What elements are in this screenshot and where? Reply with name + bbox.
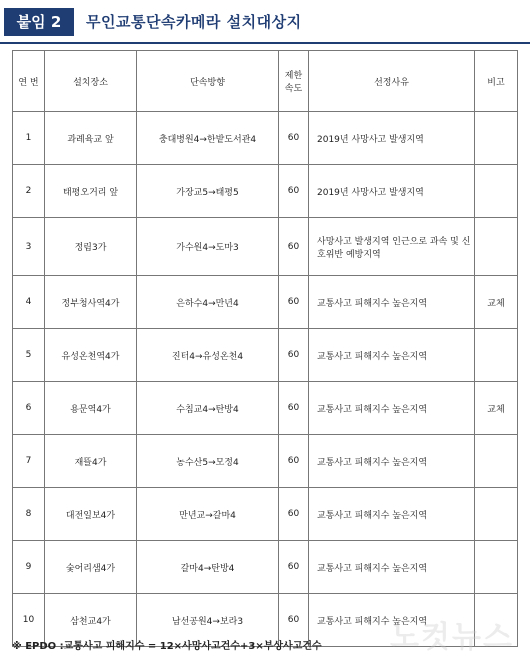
cell-place: 숯어리샘4가 <box>45 541 137 594</box>
cell-limit: 60 <box>279 329 309 382</box>
cell-limit: 60 <box>279 112 309 165</box>
cell-limit: 60 <box>279 276 309 329</box>
cell-note <box>475 435 518 488</box>
cell-reason: 사망사고 발생지역 인근으로 과속 및 신호위반 예방지역 <box>309 218 475 276</box>
cell-limit: 60 <box>279 488 309 541</box>
cell-limit: 60 <box>279 594 309 647</box>
table-row <box>13 329 518 382</box>
cell-place: 정부청사역4가 <box>45 276 137 329</box>
cell-reason: 교통사고 피해지수 높은지역 <box>309 488 475 541</box>
cell-place: 대전일보4가 <box>45 488 137 541</box>
cell-note <box>475 165 518 218</box>
cell-limit: 60 <box>279 165 309 218</box>
header-note: 비고 <box>475 51 518 112</box>
cell-reason: 교통사고 피해지수 높은지역 <box>309 329 475 382</box>
table-row <box>13 541 518 594</box>
cell-note: 교체 <box>475 382 518 435</box>
cell-reason: 교통사고 피해지수 높은지역 <box>309 382 475 435</box>
cell-direction: 은하수4→만년4 <box>137 276 279 329</box>
cell-place: 유성온천역4가 <box>45 329 137 382</box>
cell-note: 교체 <box>475 276 518 329</box>
cell-no: 7 <box>13 435 45 488</box>
header-direction: 단속방향 <box>137 51 279 112</box>
table-header-row <box>13 51 518 112</box>
table-row <box>13 165 518 218</box>
cell-direction: 충대병원4→한밭도서관4 <box>137 112 279 165</box>
cell-note <box>475 488 518 541</box>
cell-direction: 농수산5→모정4 <box>137 435 279 488</box>
camera-sites-table <box>12 50 518 647</box>
cell-reason: 교통사고 피해지수 높은지역 <box>309 276 475 329</box>
cell-limit: 60 <box>279 218 309 276</box>
cell-note <box>475 329 518 382</box>
cell-note <box>475 218 518 276</box>
attachment-tag: 붙임 2 <box>4 8 74 36</box>
document-header <box>0 0 530 44</box>
table-row <box>13 218 518 276</box>
cell-no: 6 <box>13 382 45 435</box>
header-no: 연 번 <box>13 51 45 112</box>
table-row <box>13 382 518 435</box>
cell-place: 태평오거리 앞 <box>45 165 137 218</box>
cell-direction: 만년교→갈마4 <box>137 488 279 541</box>
cell-direction: 남선공원4→보라3 <box>137 594 279 647</box>
cell-no: 8 <box>13 488 45 541</box>
cell-no: 10 <box>13 594 45 647</box>
cell-no: 9 <box>13 541 45 594</box>
header-place: 설치장소 <box>45 51 137 112</box>
cell-place: 재뜰4가 <box>45 435 137 488</box>
cell-limit: 60 <box>279 541 309 594</box>
cell-note <box>475 112 518 165</box>
cell-reason: 2019년 사망사고 발생지역 <box>309 165 475 218</box>
cell-no: 5 <box>13 329 45 382</box>
cell-place: 정림3가 <box>45 218 137 276</box>
cell-place: 삼천교4가 <box>45 594 137 647</box>
cell-place: 과례육교 앞 <box>45 112 137 165</box>
cell-reason: 교통사고 피해지수 높은지역 <box>309 594 475 647</box>
cell-direction: 진터4→유성온천4 <box>137 329 279 382</box>
cell-reason: 교통사고 피해지수 높은지역 <box>309 435 475 488</box>
table-row <box>13 112 518 165</box>
cell-direction: 가수원4→도마3 <box>137 218 279 276</box>
table-row <box>13 276 518 329</box>
document-title: 무인교통단속카메라 설치대상지 <box>86 13 302 31</box>
header-reason: 선정사유 <box>309 51 475 112</box>
cell-note <box>475 541 518 594</box>
header-divider <box>0 42 530 44</box>
table-row <box>13 488 518 541</box>
cell-no: 3 <box>13 218 45 276</box>
table-row <box>13 435 518 488</box>
header-limit: 제한 속도 <box>279 51 309 112</box>
cell-direction: 수침교4→탄방4 <box>137 382 279 435</box>
cell-limit: 60 <box>279 382 309 435</box>
cell-reason: 2019년 사망사고 발생지역 <box>309 112 475 165</box>
cell-no: 4 <box>13 276 45 329</box>
cell-reason: 교통사고 피해지수 높은지역 <box>309 541 475 594</box>
cell-limit: 60 <box>279 435 309 488</box>
cell-no: 2 <box>13 165 45 218</box>
cell-direction: 가장교5→태평5 <box>137 165 279 218</box>
cell-direction: 갈마4→탄방4 <box>137 541 279 594</box>
watermark-logo: 노컷뉴스 <box>390 620 514 655</box>
cell-place: 용문역4가 <box>45 382 137 435</box>
footnote: ※ EPDO :교통사고 피해지수 = 12×사망사고건수+3×부상사고건수 <box>12 641 322 652</box>
cell-no: 1 <box>13 112 45 165</box>
